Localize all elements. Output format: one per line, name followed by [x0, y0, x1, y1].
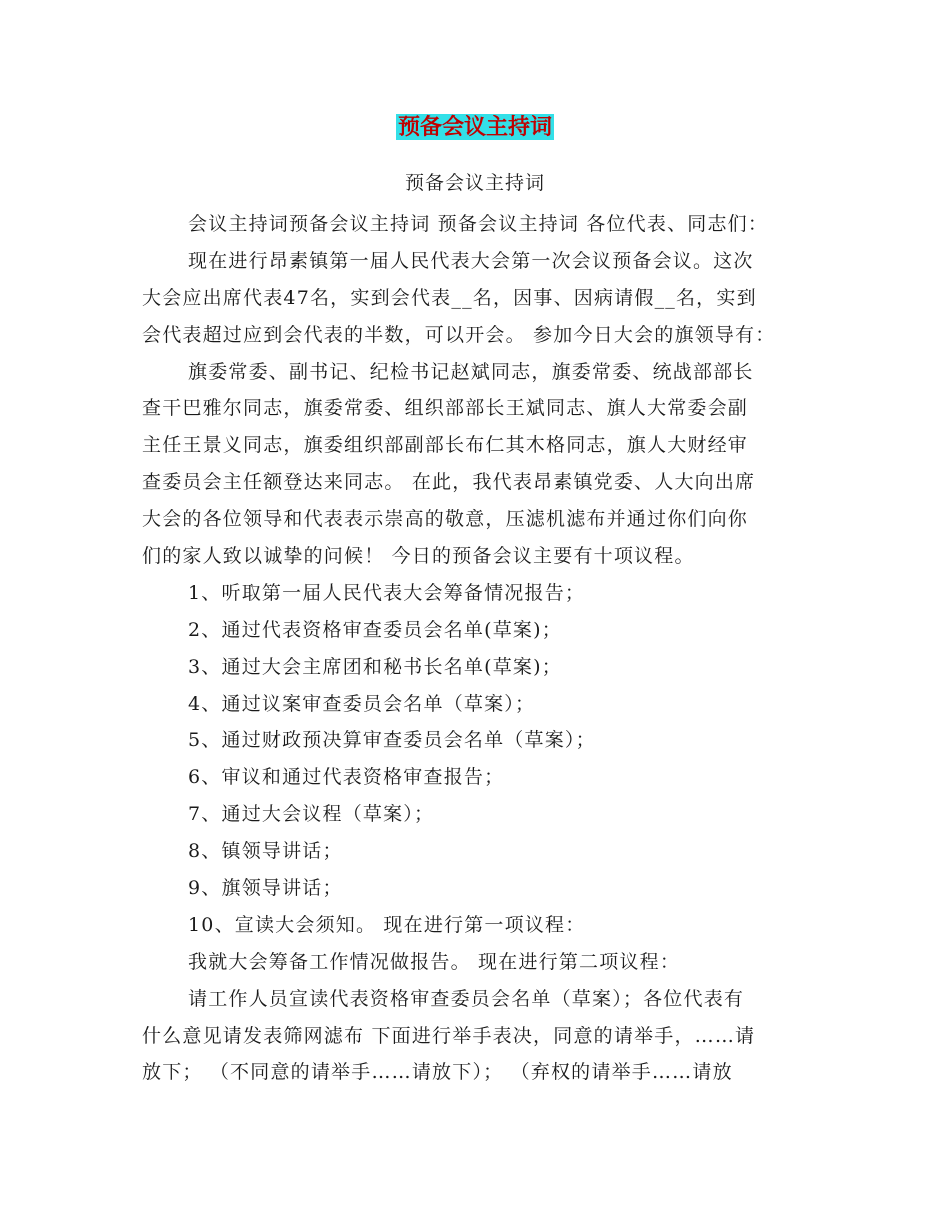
- paragraph-line: 主任王景义同志，旗委组织部副部长布仁其木格同志，旗人大财经审: [142, 434, 749, 457]
- paragraph-line: 旗委常委、副书记、纪检书记赵斌同志，旗委常委、统战部部长: [188, 360, 754, 383]
- paragraph-line: 10、宣读大会须知。 现在进行第一项议程：: [188, 913, 586, 936]
- paragraph-line: 2、通过代表资格审查委员会名单(草案)；: [188, 618, 562, 641]
- paragraph-line: 会议主持词预备会议主持词 预备会议主持词 各位代表、同志们：: [188, 213, 769, 235]
- paragraph-line: 3、通过大会主席团和秘书长名单(草案)；: [188, 655, 562, 678]
- paragraph-line: 大会应出席代表47名，实到会代表__名，因事、因病请假__名，实到: [142, 286, 757, 309]
- paragraph-line: 大会的各位领导和代表表示崇高的敬意，压滤机滤布并通过你们向你: [142, 508, 749, 531]
- paragraph-line: 8、镇领导讲话；: [188, 840, 343, 863]
- paragraph-line: 我就大会筹备工作情况做报告。 现在进行第二项议程：: [188, 950, 681, 973]
- paragraph-line: 4、通过议案审查委员会名单（草案）；: [188, 692, 536, 715]
- paragraph-line: 什么意见请发表筛网滤布 下面进行举手表决，同意的请举手，……请: [142, 1024, 756, 1047]
- paragraph-line: 6、审议和通过代表资格审查报告；: [188, 766, 505, 789]
- paragraph-line: 请工作人员宣读代表资格审查委员会名单（草案）；各位代表有: [188, 987, 745, 1010]
- paragraph-line: 现在进行昂素镇第一届人民代表大会第一次会议预备会议。这次: [188, 249, 754, 272]
- paragraph-line: 们的家人致以诚挚的问候！ 今日的预备会议主要有十项议程。: [142, 545, 695, 568]
- document-body: [142, 206, 822, 1091]
- paragraph-line: 查委员会主任额登达来同志。 在此，我代表昂素镇党委、人大向出席: [142, 471, 756, 494]
- document-title: [0, 112, 950, 142]
- paragraph-line: 7、通过大会议程（草案）；: [188, 803, 435, 826]
- document-subtitle: 预备会议主持词: [404, 172, 545, 194]
- paragraph-line: 查干巴雅尔同志，旗委常委、组织部部长王斌同志、旗人大常委会副: [142, 397, 749, 420]
- paragraph-line: 1、听取第一届人民代表大会筹备情况报告；: [188, 581, 586, 604]
- paragraph-line: 会代表超过应到会代表的半数，可以开会。 参加今日大会的旗领导有：: [142, 323, 776, 346]
- document-title-text: 预备会议主持词: [397, 114, 552, 140]
- paragraph-line: 9、旗领导讲话；: [188, 877, 343, 900]
- paragraph-line: 5、通过财政预决算审查委员会名单（草案）；: [188, 729, 596, 752]
- paragraph-line: 放下； （不同意的请举手……请放下）； （弃权的请举手……请放: [142, 1061, 733, 1084]
